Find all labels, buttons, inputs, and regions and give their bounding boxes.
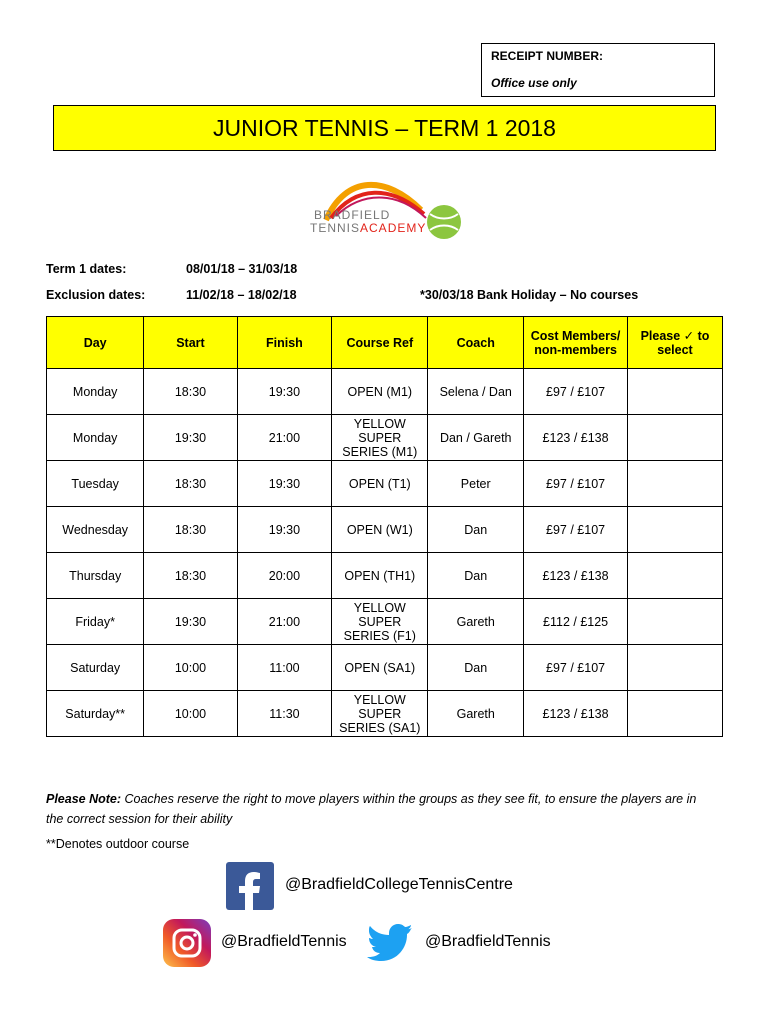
cell-cost: £97 / £107	[524, 461, 628, 507]
table-header-row	[47, 317, 723, 369]
cell-day: Monday	[47, 369, 144, 415]
cell-cost: £123 / £138	[524, 553, 628, 599]
table-row	[47, 691, 723, 737]
cell-coach: Dan	[428, 645, 524, 691]
header-start: Start	[144, 317, 237, 369]
cell-start: 18:30	[144, 461, 237, 507]
cell-course-ref: OPEN (SA1)	[332, 645, 428, 691]
cell-coach: Dan	[428, 553, 524, 599]
table-row	[47, 553, 723, 599]
cell-coach: Peter	[428, 461, 524, 507]
logo-bradfield: BRADFIELD	[314, 208, 391, 222]
cell-course-ref: OPEN (TH1)	[332, 553, 428, 599]
receipt-box	[481, 43, 715, 97]
cell-start: 10:00	[144, 691, 237, 737]
logo-tennis: TENNIS	[310, 221, 361, 235]
cell-start: 18:30	[144, 553, 237, 599]
header-finish: Finish	[237, 317, 332, 369]
cell-day: Monday	[47, 415, 144, 461]
select-cell[interactable]	[628, 369, 723, 415]
cell-cost: £97 / £107	[524, 645, 628, 691]
cell-day: Wednesday	[47, 507, 144, 553]
cell-day: Friday*	[47, 599, 144, 645]
cell-finish: 21:00	[237, 599, 332, 645]
page-title: JUNIOR TENNIS – TERM 1 2018	[53, 105, 716, 151]
facebook-icon[interactable]	[226, 862, 274, 910]
header-cost: Cost Members/ non-members	[524, 317, 628, 369]
cell-coach: Dan / Gareth	[428, 415, 524, 461]
cell-cost: £97 / £107	[524, 369, 628, 415]
select-cell[interactable]	[628, 507, 723, 553]
cell-day: Thursday	[47, 553, 144, 599]
cell-cost: £97 / £107	[524, 507, 628, 553]
cell-start: 19:30	[144, 415, 237, 461]
twitter-icon[interactable]	[366, 922, 414, 964]
cell-finish: 20:00	[237, 553, 332, 599]
cell-coach: Gareth	[428, 691, 524, 737]
table-row	[47, 369, 723, 415]
cell-finish: 11:00	[237, 645, 332, 691]
header-select: Please ✓ to select	[628, 317, 723, 369]
table-row	[47, 461, 723, 507]
cell-day: Tuesday	[47, 461, 144, 507]
term-dates-value: 08/01/18 – 31/03/18	[186, 262, 298, 276]
header-day: Day	[47, 317, 144, 369]
header-course-ref: Course Ref	[332, 317, 428, 369]
term-dates-label: Term 1 dates:	[46, 262, 127, 276]
cell-course-ref: YELLOW SUPER SERIES (M1)	[332, 415, 428, 461]
select-cell[interactable]	[628, 461, 723, 507]
facebook-handle[interactable]: @BradfieldCollegeTennisCentre	[285, 876, 513, 893]
cell-start: 18:30	[144, 369, 237, 415]
instagram-icon[interactable]	[163, 919, 211, 967]
cell-cost: £123 / £138	[524, 415, 628, 461]
please-note-text: Coaches reserve the right to move players within the groups as they see fit, to ensure the players are in the correct session for their ability	[46, 792, 697, 826]
cell-start: 19:30	[144, 599, 237, 645]
bank-holiday-note: *30/03/18 Bank Holiday – No courses	[420, 288, 639, 302]
cell-cost: £123 / £138	[524, 691, 628, 737]
cell-day: Saturday**	[47, 691, 144, 737]
exclusion-dates-value: 11/02/18 – 18/02/18	[186, 288, 297, 302]
cell-finish: 19:30	[237, 369, 332, 415]
cell-coach: Dan	[428, 507, 524, 553]
please-note	[46, 789, 706, 829]
academy-logo	[306, 180, 466, 248]
header-coach: Coach	[428, 317, 524, 369]
select-cell[interactable]	[628, 415, 723, 461]
cell-course-ref: OPEN (T1)	[332, 461, 428, 507]
table-row	[47, 599, 723, 645]
schedule-table	[46, 316, 723, 737]
select-cell[interactable]	[628, 645, 723, 691]
cell-coach: Selena / Dan	[428, 369, 524, 415]
cell-start: 10:00	[144, 645, 237, 691]
cell-finish: 19:30	[237, 461, 332, 507]
cell-course-ref: YELLOW SUPER SERIES (F1)	[332, 599, 428, 645]
twitter-handle[interactable]: @BradfieldTennis	[425, 933, 551, 950]
exclusion-dates-label: Exclusion dates:	[46, 288, 146, 302]
cell-start: 18:30	[144, 507, 237, 553]
select-cell[interactable]	[628, 691, 723, 737]
table-row	[47, 645, 723, 691]
select-cell[interactable]	[628, 599, 723, 645]
cell-finish: 19:30	[237, 507, 332, 553]
cell-course-ref: OPEN (M1)	[332, 369, 428, 415]
cell-coach: Gareth	[428, 599, 524, 645]
table-row	[47, 415, 723, 461]
cell-course-ref: YELLOW SUPER SERIES (SA1)	[332, 691, 428, 737]
select-cell[interactable]	[628, 553, 723, 599]
instagram-handle[interactable]: @BradfieldTennis	[221, 933, 347, 950]
outdoor-note: **Denotes outdoor course	[46, 837, 190, 851]
cell-cost: £112 / £125	[524, 599, 628, 645]
please-note-label: Please Note:	[46, 792, 122, 806]
cell-finish: 21:00	[237, 415, 332, 461]
cell-finish: 11:30	[237, 691, 332, 737]
office-use-note: Office use only	[491, 76, 577, 90]
cell-course-ref: OPEN (W1)	[332, 507, 428, 553]
logo-academy: ACADEMY	[360, 221, 427, 235]
cell-day: Saturday	[47, 645, 144, 691]
table-row	[47, 507, 723, 553]
receipt-label: RECEIPT NUMBER:	[491, 49, 604, 63]
